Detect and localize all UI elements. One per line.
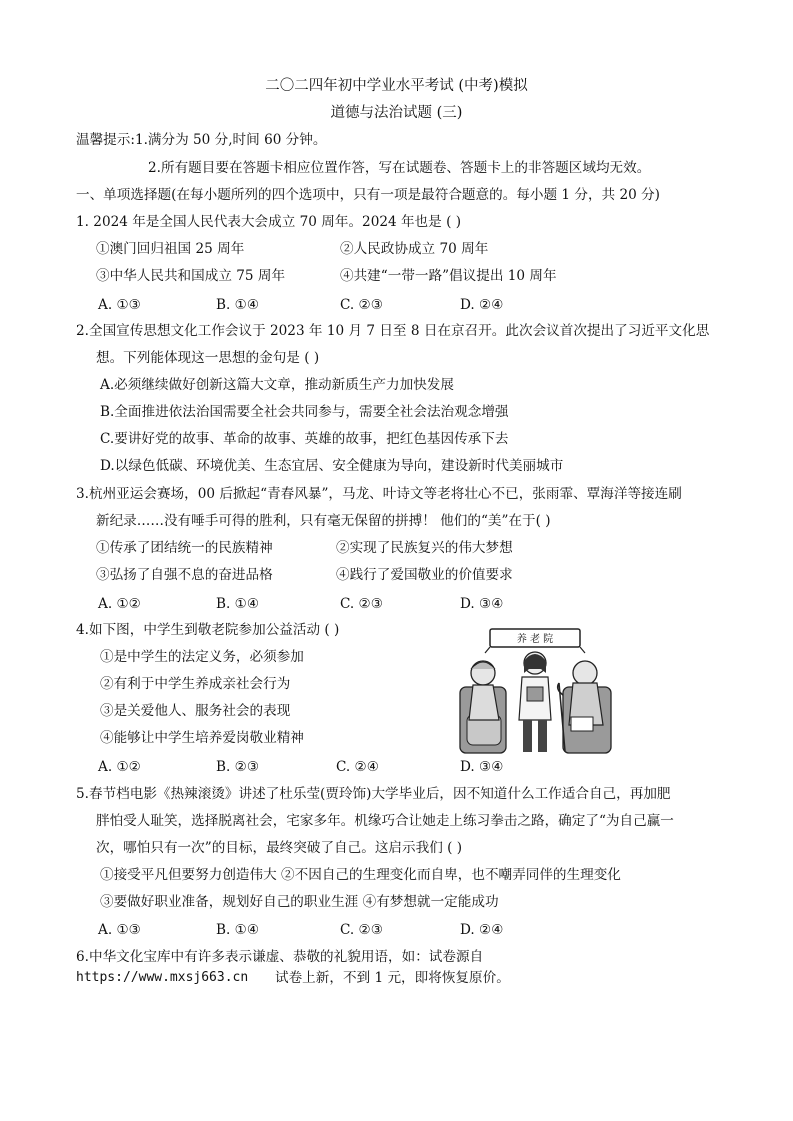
q4-stem: 4.如下图，中学生到敬老院参加公益活动 ( ) [76, 622, 340, 638]
exam-subtitle: 道德与法治试题 (三) [330, 105, 463, 121]
q1-statement-4: ④共建“一带一路”倡议提出 10 周年 [340, 268, 557, 284]
q2-stem-line-1: 2.全国宣传思想文化工作会议于 2023 年 10 月 7 日至 8 日在京召开。此次会议首次提出了习近平文化思 [76, 323, 710, 339]
q3-option-d[interactable]: D. ③④ [460, 596, 504, 612]
q4-option-a[interactable]: A. ①② [98, 759, 141, 775]
q5-option-d[interactable]: D. ②④ [460, 922, 504, 938]
q5-statements-3-4: ③要做好职业准备，规划好自己的职业生涯 ④有梦想就一定能成功 [100, 894, 499, 910]
q1-stem: 1. 2024 年是全国人民代表大会成立 70 周年。2024 年也是 ( ) [76, 214, 461, 230]
q4-statement-2: ②有利于中学生养成亲社会行为 [100, 676, 291, 692]
q1-statement-1: ①澳门回归祖国 25 周年 [96, 241, 245, 257]
q2-option-a[interactable]: A.必须继续做好创新这篇大文章，推动新质生产力加快发展 [100, 377, 454, 393]
notice-line-1: 温馨提示:1.满分为 50 分,时间 60 分钟。 [76, 132, 327, 148]
q5-stem-line-3: 次，哪怕只有一次”的目标，最终突破了自己。这启示我们 ( ) [96, 840, 463, 856]
q1-option-b[interactable]: B. ①④ [216, 297, 260, 313]
q5-statements-1-2: ①接受平凡但要努力创造伟大 ②不因自己的生理变化而自卑，也不嘲弄同伴的生理变化 [100, 867, 621, 883]
q4-statement-1: ①是中学生的法定义务，必须参加 [100, 649, 304, 665]
q2-stem-line-2: 想。下列能体现这一思想的金句是 ( ) [96, 350, 320, 366]
q4-option-b[interactable]: B. ②③ [216, 759, 260, 775]
q5-option-c[interactable]: C. ②③ [340, 922, 383, 938]
q5-option-b[interactable]: B. ①④ [216, 922, 260, 938]
q3-statement-2: ②实现了民族复兴的伟大梦想 [336, 540, 513, 556]
q4-option-c[interactable]: C. ②④ [336, 759, 379, 775]
source-url-link[interactable]: https://www.mxsj663.cn [76, 970, 249, 985]
q3-statement-1: ①传承了团结统一的民族精神 [96, 540, 273, 556]
sign-text: 养 老 院 [516, 634, 554, 645]
q5-stem-line-2: 胖怕受人耻笑，选择脱离社会，宅家多年。机缘巧合让她走上练习拳击之路，确定了“为自己赢一 [96, 813, 674, 829]
notice-line-2: 2.所有题目要在答题卡相应位置作答，写在试题卷、答题卡上的非答题区域均无效。 [148, 160, 651, 176]
q1-statement-3: ③中华人民共和国成立 75 周年 [96, 268, 286, 284]
q3-stem-line-2: 新纪录……没有唾手可得的胜利，只有毫无保留的拼搏！ 他们的“美”在于( ) [96, 513, 551, 529]
nursing-home-illustration [455, 625, 615, 760]
q3-option-c[interactable]: C. ②③ [340, 596, 383, 612]
promo-text: 试卷上新，不到 1 元，即将恢复原价。 [275, 970, 510, 986]
q4-statement-3: ③是关爱他人、服务社会的表现 [100, 703, 291, 719]
elderly-man-head [573, 661, 597, 685]
q5-option-a[interactable]: A. ①③ [98, 922, 141, 938]
q3-option-b[interactable]: B. ①④ [216, 596, 260, 612]
exam-title: 二〇二四年初中学业水平考试 (中考)模拟 [265, 78, 528, 94]
q1-option-d[interactable]: D. ②④ [460, 297, 504, 313]
q5-stem-line-1: 5.春节档电影《热辣滚烫》讲述了杜乐莹(贾玲饰)大学毕业后，因不知道什么工作适合自己，再加肥 [76, 786, 671, 802]
q3-option-a[interactable]: A. ①② [98, 596, 141, 612]
q2-option-b[interactable]: B.全面推进依法治国需要全社会共同参与，需要全社会法治观念增强 [100, 404, 509, 420]
q4-option-d[interactable]: D. ③④ [460, 759, 504, 775]
q6-stem-line-1: 6.中华文化宝库中有许多表示谦虚、恭敬的礼貌用语，如：试卷源自 [76, 949, 484, 965]
q3-statement-4: ④践行了爱国敬业的价值要求 [336, 567, 513, 583]
q3-stem-line-1: 3.杭州亚运会赛场，00 后掀起“青春风暴”，马龙、叶诗文等老将壮心不已，张雨霏、覃海洋等接连刷 [76, 486, 682, 502]
q2-option-d[interactable]: D.以绿色低碳、环境优美、生态宜居、安全健康为导向，建设新时代美丽城市 [100, 458, 564, 474]
q3-statement-3: ③弘扬了自强不息的奋进品格 [96, 567, 273, 583]
q2-option-c[interactable]: C.要讲好党的故事、革命的故事、英雄的故事，把红色基因传承下去 [100, 431, 509, 447]
section-heading: 一、单项选择题(在每小题所列的四个选项中，只有一项是最符合题意的。每小题 1 分，共 20 分) [76, 187, 660, 203]
q1-option-c[interactable]: C. ②③ [340, 297, 383, 313]
q4-statement-4: ④能够让中学生培养爱岗敬业精神 [100, 730, 304, 746]
q1-option-a[interactable]: A. ①③ [98, 297, 141, 313]
q1-statement-2: ②人民政协成立 70 周年 [340, 241, 489, 257]
